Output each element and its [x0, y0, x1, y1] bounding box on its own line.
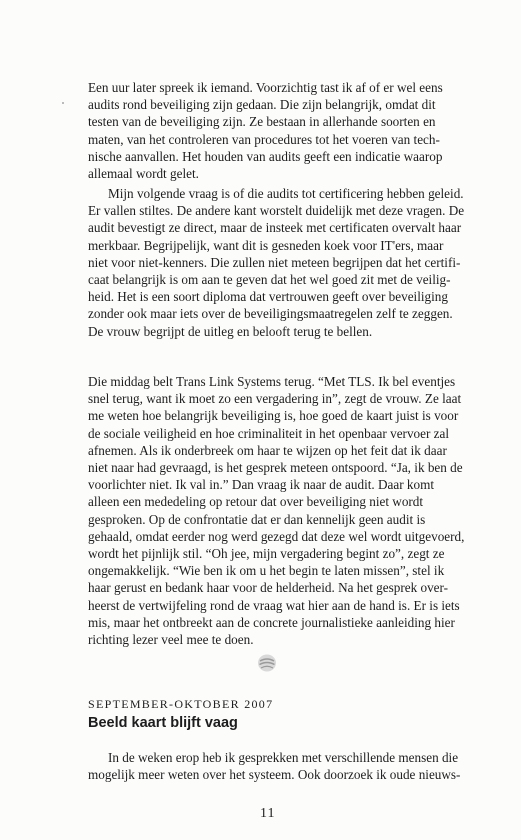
section-title: Beeld kaart blijft vaag [88, 715, 238, 731]
paragraph-1 [88, 79, 496, 182]
text-line: maten, van het controleren van procedures tot het voeren van tech- [88, 131, 440, 147]
paragraph-3 [88, 373, 496, 648]
section-date: SEPTEMBER-OKTOBER 2007 [88, 697, 274, 711]
paragraph-4 [88, 749, 496, 783]
text-line: ongemakkelijk. “Wie ben ik om u het begin te laten missen”, stel ik [88, 563, 445, 579]
text-line: Een uur later spreek ik iemand. Voorzichtig tast ik af of er wel eens [88, 80, 443, 95]
page-number: 11 [260, 806, 276, 821]
section-divider-ornament-icon [255, 651, 279, 675]
text-line: richting lezer veel mee te doen. [88, 632, 254, 648]
text-line: Mijn volgende vraag is of die audits tot certificering hebben geleid. [108, 186, 464, 201]
text-line: allemaal wordt gelet. [88, 166, 199, 182]
text-line: gehaald, omdat eerder nog werd gezegd dat deze wel wordt uitgevoerd, [88, 528, 465, 544]
text-line: nische aanvallen. Het houden van audits geeft een indicatie waarop [88, 148, 443, 164]
text-line: de sociale veiligheid en hoe criminaliteit in het openbaar vervoer zal [88, 425, 450, 441]
text-line: voorlichter niet. Ik val in.” Dan vraag ik naar de audit. Daar komt [88, 477, 435, 493]
text-line: testen van de beveiliging zijn. Ze bestaan in allerhande soorten en [88, 114, 436, 130]
text-line: zonder ook maar iets over de beveiligingsmaatregelen zelf te zeggen. [88, 306, 453, 322]
text-line: Er vallen stiltes. De andere kant worstelt duidelijk met deze vragen. De [88, 203, 465, 219]
text-line: heerst de vertwijfeling rond de vraag wat hier aan de hand is. Er is iets [88, 597, 460, 613]
text-line: me weten hoe belangrijk beveiliging is, hoe goed de kaart juist is voor [88, 408, 459, 424]
text-line: heid. Het is een soort diploma dat vertrouwen geeft over beveiliging [88, 289, 448, 305]
text-line: mis, maar het ontbreekt aan de concrete journalistieke aanleiding hier [88, 614, 455, 630]
text-line: mogelijk meer weten over het systeem. Ook doorzoek ik oude nieuws- [88, 767, 461, 783]
text-line: niet voor niet-kenners. Die zullen niet meteen begrijpen dat het certifi- [88, 254, 461, 270]
text-line: alleen een mededeling op retour dat over beveiliging niet wordt [88, 494, 424, 510]
text-line: In de weken erop heb ik gesprekken met verschillende mensen die [108, 750, 459, 765]
text-line: caat belangrijk is om aan te geven dat het wel goed zit met de veilig- [88, 272, 451, 288]
text-line: niet naar had gevraagd, is het gesprek meteen ontspoord. “Ja, ik ben de [88, 460, 463, 476]
scan-speck [62, 102, 64, 104]
text-line: Die middag belt Trans Link Systems terug. “Met TLS. Ik bel eventjes [88, 374, 456, 389]
text-line: De vrouw begrijpt de uitleg en belooft terug te bellen. [88, 323, 373, 339]
paragraph-2 [88, 185, 496, 340]
text-line: audit bevestigt ze direct, maar de insteek met certificaten overvalt haar [88, 220, 462, 236]
text-line: haar gerust en bedank haar voor de helderheid. Na het gesprek over- [88, 580, 449, 596]
text-line: gesproken. Op de confrontatie dat er dan kennelijk geen audit is [88, 511, 426, 527]
text-line: merkbaar. Begrijpelijk, want dit is gesneden koek voor IT'ers, maar [88, 237, 444, 253]
text-line: audits rond beveiliging zijn gedaan. Die zijn belangrijk, omdat dit [88, 97, 436, 113]
text-line: afnemen. Als ik onderbreek om haar te wijzen op het feit dat ik daar [88, 442, 447, 458]
text-line: snel terug, want ik moet zo een vergadering in”, zegt de vrouw. Ze laat [88, 391, 462, 407]
text-line: wordt het pijnlijk stil. “Oh jee, mijn vergadering begint zo”, zegt ze [88, 546, 445, 562]
